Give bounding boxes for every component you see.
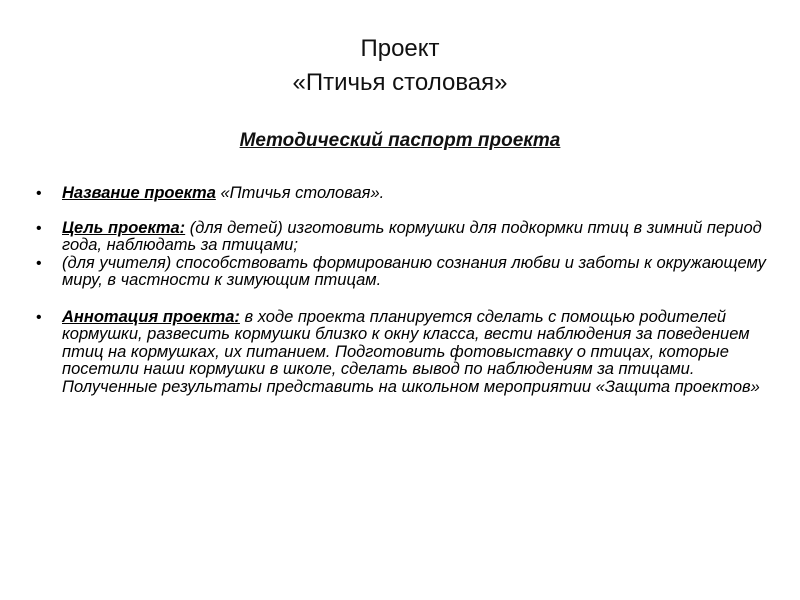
bullet-project-name [36,185,766,203]
bullet-project-goal [36,220,766,255]
bullet-label: Цель проекта: [62,218,186,237]
bullet-label: Аннотация проекта: [62,307,240,326]
bullet-text: (для учителя) способствовать формированию сознания любви и заботы к окружающему миру, в частности к зимующим птицам. [62,253,766,289]
bullet-text: в ходе проекта планируется сделать с помощью родителей кормушки, развесить кормушки близко к окну класса, вести наблюдения за поведением птиц на кормушках, их питанием. Подготовить фотовыставку о птицах, которые посетили наши кормушки в школе, сделать вывод по наблюдениям за птицами. Полученные результаты представить на школьном мероприятии «Защита проектов» [62,307,760,396]
bullet-label: Название проекта [62,184,216,202]
bullet-icon: • [36,254,42,272]
bullet-icon: • [36,185,42,202]
title-line-2: «Птичья столовая» [292,69,508,96]
title-line-1: Проект [360,35,440,62]
section-subtitle: Методический паспорт проекта [239,130,561,151]
bullet-annotation [36,309,766,397]
bullet-text: (для детей) изготовить кормушки для подкормки птиц в зимний период года, наблюдать за птицами; [62,218,762,254]
bullet-list [36,185,766,396]
slide-title [0,32,800,100]
spacer [36,203,766,220]
bullet-icon: • [36,308,42,326]
bullet-teacher-goal [36,255,766,290]
bullet-icon: • [36,219,42,237]
bullet-text: «Птичья столовая». [215,184,385,202]
spacer [36,290,766,309]
